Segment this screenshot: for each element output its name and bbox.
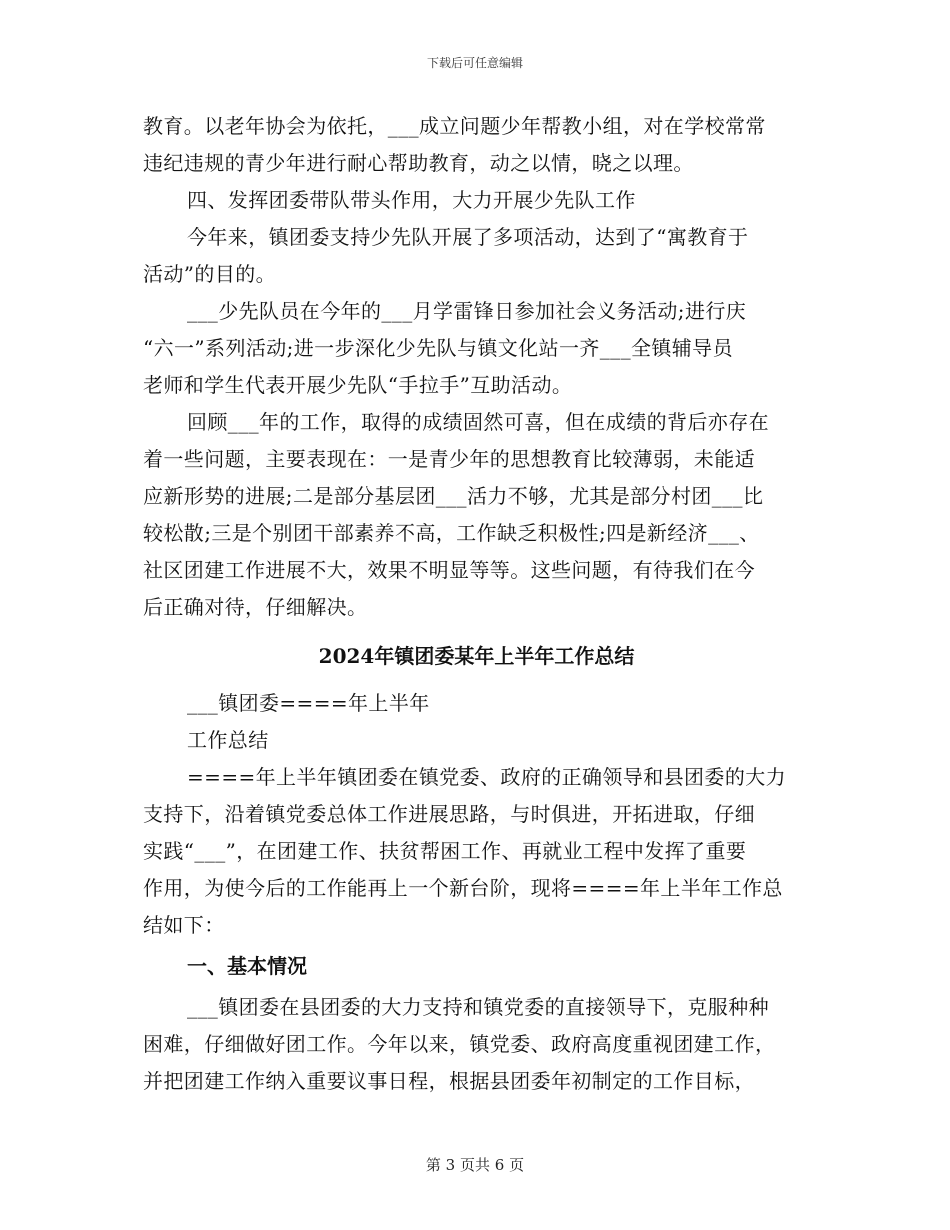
paragraph-line: ___镇团委在县团委的大力支持和镇党委的直接领导下，克服种种 [187,995,769,1019]
subtitle-line: ___镇团委====年上半年 [187,691,430,715]
paragraph-line: 今年来，镇团委支持少先队开展了多项活动，达到了“寓教育于 [187,225,749,249]
paragraph-line: 并把团建工作纳入重要议事日程，根据县团委年初制定的工作目标， [143,1069,755,1093]
paragraph-line: 回顾___年的工作，取得的成绩固然可喜，但在成绩的背后亦存在 [187,410,769,434]
paragraph-line: 教育。以老年协会为依托，___成立问题少年帮教小组，对在学校常常 [143,114,766,138]
subtitle-line: 工作总结 [187,728,269,752]
paragraph-line: “六一”系列活动;进一步深化少先队与镇文化站一齐___全镇辅导员 [143,336,733,360]
section-heading: 一、基本情况 [187,954,307,978]
paragraph-line: 应新形势的进展;二是部分基层团___活力不够，尤其是部分村团___比 [143,484,764,508]
page-header: 下载后可任意编辑 [426,56,523,70]
paragraph-line: 着一些问题，主要表现在：一是青少年的思想教育比较薄弱，未能适 [143,447,755,471]
paragraph-line: 后正确对待，仔细解决。 [143,595,368,619]
section-four-heading: 四、发挥团委带队带头作用，大力开展少先队工作 [187,188,636,212]
document-title: 2024年镇团委某年上半年工作总结 [318,644,635,668]
page-footer: 第 3 页共 6 页 [425,1156,525,1174]
paragraph-line: ====年上半年镇团委在镇党委、政府的正确领导和县团委的大力 [187,765,787,789]
paragraph-line: 较松散;三是个别团干部素养不高，工作缺乏积极性;四是新经济___、 [143,521,760,545]
paragraph-line: 结如下： [143,913,225,937]
paragraph-line: ___少先队员在今年的___月学雷锋日参加社会义务活动;进行庆 [187,299,747,323]
paragraph-line: 作用，为使今后的工作能再上一个新台阶，现将====年上半年工作总 [143,876,783,900]
paragraph-line: 老师和学生代表开展少先队“手拉手”互助活动。 [143,373,573,397]
paragraph-line: 活动”的目的。 [143,262,277,286]
paragraph-line: 违纪违规的青少年进行耐心帮助教育，动之以情，晓之以理。 [143,151,694,175]
document-body [143,108,810,1100]
paragraph-line: 实践“___”，在团建工作、扶贫帮困工作、再就业工程中发挥了重要 [143,839,747,863]
paragraph-line: 支持下，沿着镇党委总体工作进展思路，与时俱进，开拓进取，仔细 [143,802,755,826]
paragraph-line: 社区团建工作进展不大，效果不明显等等。这些问题，有待我们在今 [143,558,755,582]
paragraph-line: 困难，仔细做好团工作。今年以来，镇党委、政府高度重视团建工作， [143,1032,776,1056]
